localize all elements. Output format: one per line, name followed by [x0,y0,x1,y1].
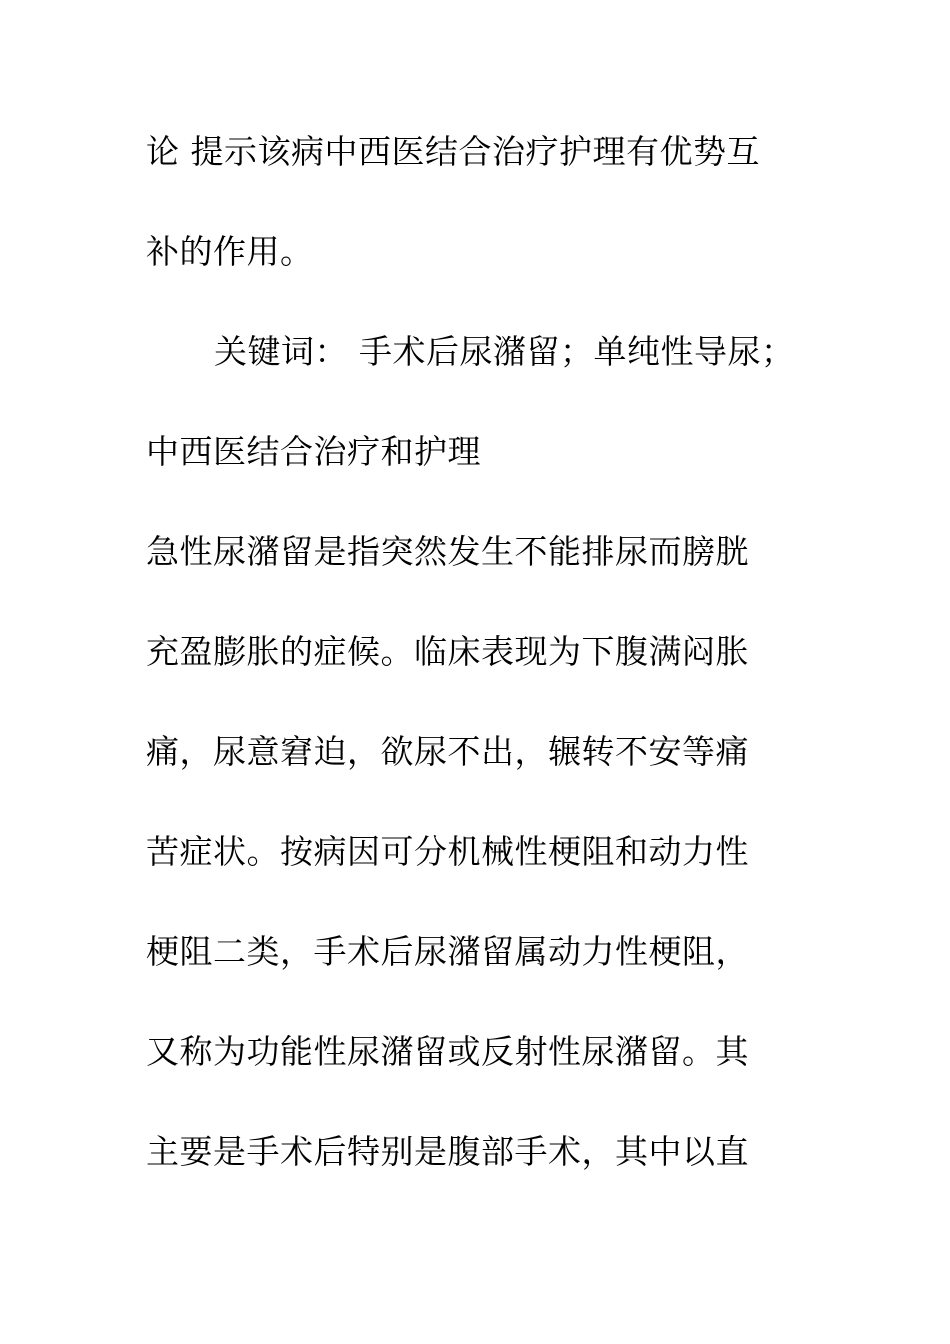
text-line: 苦症状。按病因可分机械性梗阻和动力性 [146,832,749,871]
text-line: 论 提示该病中西医结合治疗护理有优势互 [146,132,760,171]
text-line: 又称为功能性尿潴留或反射性尿潴留。其 [146,1032,749,1071]
keywords-line: 关键词： 手术后尿潴留；单纯性导尿； [214,332,795,371]
text-line: 中西医结合治疗和护理 [146,432,481,471]
text-line: 补的作用。 [146,232,314,271]
text-line: 主要是手术后特别是腹部手术，其中以直 [146,1132,749,1171]
text-line: 急性尿潴留是指突然发生不能排尿而膀胱 [146,532,749,571]
text-line: 痛，尿意窘迫，欲尿不出，辗转不安等痛 [146,732,749,771]
text-line: 梗阻二类，手术后尿潴留属动力性梗阻， [146,932,749,971]
text-line: 充盈膨胀的症候。临床表现为下腹满闷胀 [146,632,749,671]
